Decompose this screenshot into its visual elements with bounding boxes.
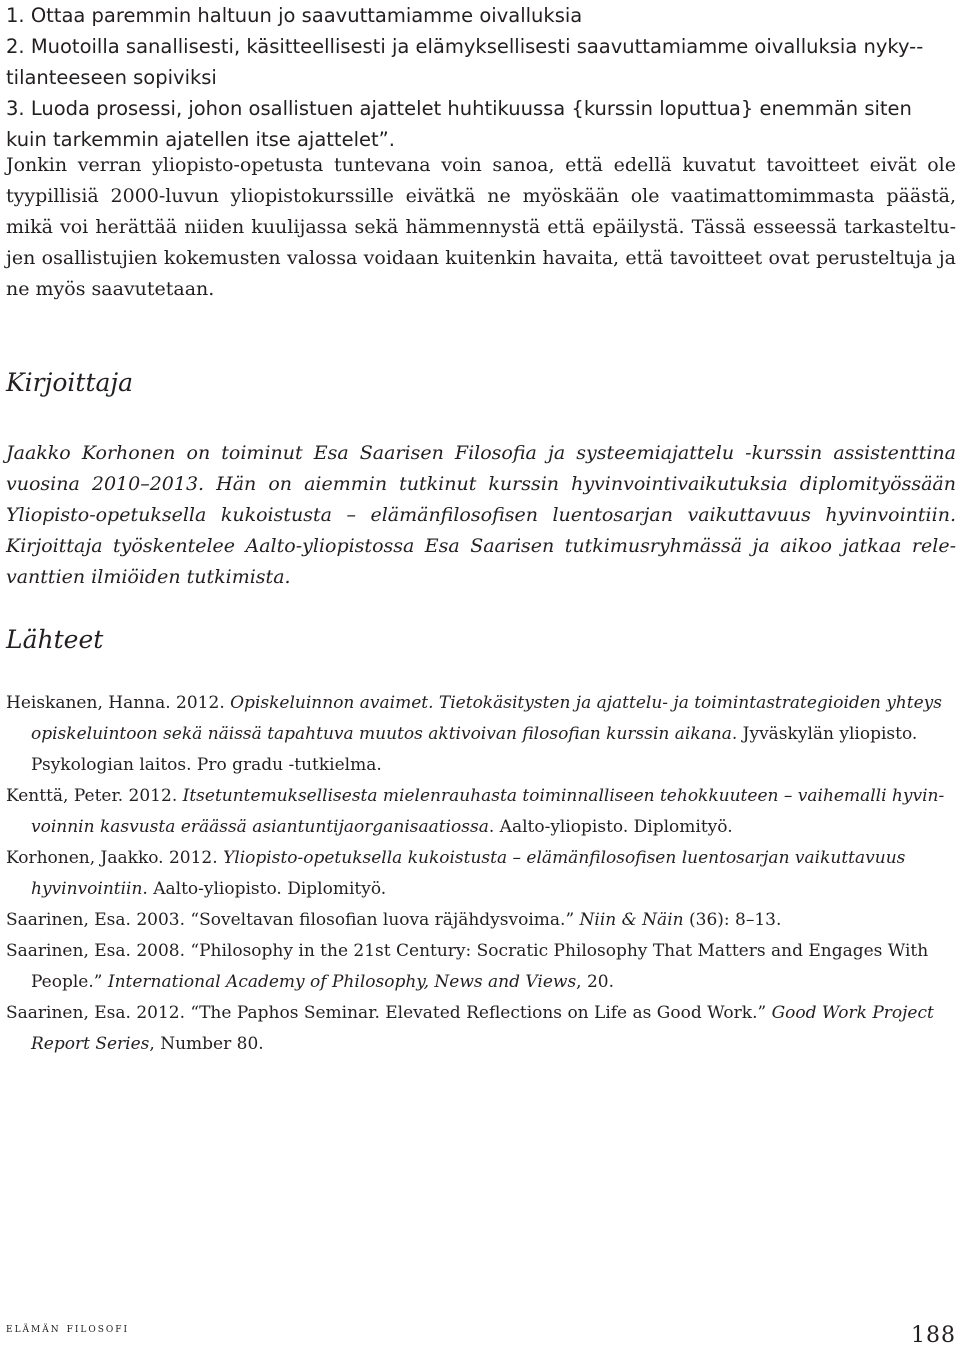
reference-item: Korhonen, Jaakko. 2012. Yliopisto-opetuksella kukoistusta – elämänfilosofisen luentosarjan vaikuttavuus hyvinvointiin. Aalto-yliopisto. Diplomityö.: [6, 848, 906, 899]
sources-heading: Lähteet: [6, 625, 104, 654]
list-text: Muotoilla sanallisesti, käsitteellisesti ja elämyksellisesti saavuttamiamme oivalluksia nyky-tilanteeseen sopiviksi: [6, 35, 924, 89]
journal-name: elämän filosofi: [6, 1320, 130, 1335]
list-text: Luoda prosessi, johon osallistuen ajattelet huhtikuussa {kurssin loputtua} enemmän siten kuin tarkemmin ajatellen itse ajattelet”.: [6, 97, 912, 151]
goals-list: [6, 0, 956, 155]
list-item: [6, 0, 956, 31]
reference-item: Saarinen, Esa. 2008. “Philosophy in the 21st Century: Socratic Philosophy That Matters and Engages With People.” International Academy of Philosophy, News and Views, 20.: [6, 941, 929, 992]
author-bio: Jaakko Korhonen on toiminut Esa Saarisen Filosofia ja systeemiajattelu -kurssin assistenttina vuosina 2010–2013. Hän on aiemmin tutkinut kurssin hyvinvointivaikutuksia diplomityössään Yliopisto-opetuksella kukoistusta – elämänfilosofisen luentosarjan vaikuttavuus hyvinvointiin. Kirjoittaja työskentelee Aalto-yliopistossa Esa Saarisen tutkimusryhmässä ja aikoo jatkaa relevanttien ilmiöiden tutkimista.: [6, 442, 956, 588]
list-number: 2.: [6, 35, 25, 58]
list-item: [6, 93, 956, 155]
body-paragraph: Jonkin verran yliopisto-opetusta tuntevana voin sanoa, että edellä kuvatut tavoitteet eivät ole tyypillisiä 2000-luvun yliopistokurssille eivätkä ne myöskään ole vaatimattomimmasta päästä, mikä voi herättää niiden kuulijassa sekä hämmennystä että epäilystä. Tässä esseessä tarkasteltujen osallistujien kokemusten valossa voidaan kuitenkin havaita, että tavoitteet ovat perusteltuja ja ne myös saavutetaan.: [6, 154, 956, 300]
reference-item: Saarinen, Esa. 2003. “Soveltavan filosofian luova räjähdysvoima.” Niin & Näin (36): 8–13.: [6, 910, 782, 930]
list-text: Ottaa paremmin haltuun jo saavuttamiamme oivalluksia: [30, 4, 583, 27]
page-number: 188: [911, 1323, 956, 1348]
list-number: 3.: [6, 97, 25, 120]
list-number: 1.: [6, 4, 25, 27]
reference-item: Saarinen, Esa. 2012. “The Paphos Seminar. Elevated Reflections on Life as Good Work.” Good Work Project Report Series, Number 80.: [6, 1003, 934, 1054]
references-list: [6, 688, 956, 1060]
reference-item: Heiskanen, Hanna. 2012. Opiskeluinnon avaimet. Tietokäsitysten ja ajattelu- ja toimintastrategioiden yhteys opiskeluintoon sekä näissä tapahtuva muutos aktivoivan filosofian kurssin aikana. Jyväskylän yliopisto. Psykologian laitos. Pro gradu -tutkielma.: [6, 693, 942, 775]
list-item: [6, 31, 956, 93]
author-heading: Kirjoittaja: [6, 368, 134, 397]
reference-item: Kenttä, Peter. 2012. Itsetuntemuksellisesta mielenrauhasta toiminnalliseen tehokkuuteen – vaihemalli hyvinvoinnin kasvusta eräässä asiantuntijaorganisaatiossa. Aalto-yliopisto. Diplomityö.: [6, 786, 945, 837]
